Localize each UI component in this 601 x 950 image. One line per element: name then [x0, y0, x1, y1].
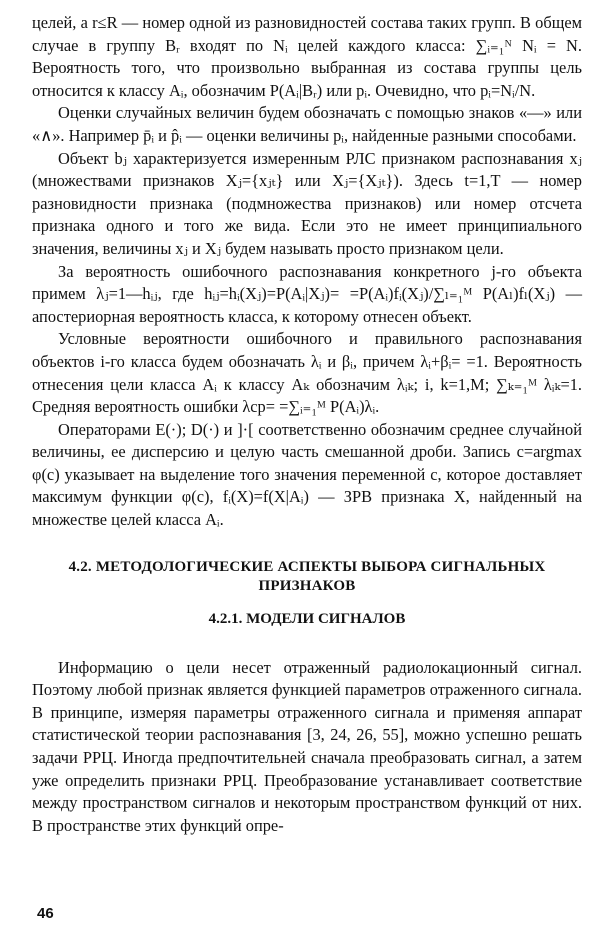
- section-title: 4.2. МЕТОДОЛОГИЧЕСКИЕ АСПЕКТЫ ВЫБОРА СИГНАЛЬНЫХ ПРИЗНАКОВ: [68, 558, 546, 594]
- paragraph-3: Объект bⱼ характеризуется измеренным РЛС признаком распознавания xⱼ (множествами признаков Xⱼ={xⱼₜ} или Xⱼ={Xⱼₜ}). Здесь t=1,T — номер разновидности признака (подмножества признаков) или номер отсчета признака одного и того же вида. Если это не имеет принципиального значения, величины xⱼ и Xⱼ будем называть просто признаком цели.: [32, 148, 582, 258]
- subsection-title: 4.2.1. МОДЕЛИ СИГНАЛОВ: [208, 610, 406, 627]
- page-number: 46: [37, 905, 54, 922]
- paragraph-5: Условные вероятности ошибочного и правильного распознавания объектов i-го класса будем обозначать λᵢ и βᵢ, причем λᵢ+βᵢ= =1. Вероятность отнесения цели класса Aᵢ к классу Aₖ обозначим λᵢₖ; i, k=1,M; ∑ₖ₌₁ᴹ λᵢₖ=1. Средняя вероятность ошибки λср= =∑ᵢ₌₁ᴹ P(Aᵢ)λᵢ.: [32, 329, 582, 417]
- text-block-top: [32, 12, 582, 532]
- paragraph-6: Операторами E(·); D(·) и ]·[ соответственно обозначим среднее случайной величины, ее дисперсию и целую часть смешанной дроби. Запись c=argmax φ(c) указывает на выделение того значения переменной c, которое доставляет максимум функции φ(c), fᵢ(X)=f(X|Aᵢ) — ЗРВ признака X, найденный на множестве целей класса Aᵢ.: [32, 419, 582, 530]
- paragraph-7: Информацию о цели несет отраженный радиолокационный сигнал. Поэтому любой признак является функцией параметров отраженного сигнала. В принципе, измеряя параметры отраженного сигнала и применяя аппарат статистической теории распознавания [3, 24, 26, 55], можно успешно решать задачи РРЦ. Иногда предпочтительней сначала преобразовать сигнал, а затем уже определить признаки РРЦ. Преобразование устанавливает соответствие между пространством сигналов и некоторым пространством функций от них. В пространстве этих функций опре-: [32, 657, 582, 835]
- paragraph-4: За вероятность ошибочного распознавания конкретного j-го объекта примем λⱼ=1—hᵢⱼ, где hᵢⱼ=hᵢ(Xⱼ)=P(Aᵢ|Xⱼ)= =P(Aᵢ)fᵢ(Xⱼ)/∑ₗ₌₁ᴹ P(Aₗ)fₗ(Xⱼ) — апостериорная вероятность класса, к которому отнесен объект.: [32, 261, 582, 326]
- paragraph-1: целей, а r≤R — номер одной из разновидностей состава таких групп. В общем случае в группу Bᵣ входят по Nᵢ целей каждого класса: ∑ᵢ₌₁ᴺ Nᵢ = N. Вероятность того, что произвольно выбранная из состава группы цель относится к классу Aᵢ, обозначим P(Aᵢ|Bᵣ) или pᵢ. Очевидно, что pᵢ=Nᵢ/N.: [32, 13, 582, 100]
- text-block-bottom: [32, 657, 582, 838]
- paragraph-2: Оценки случайных величин будем обозначать с помощью знаков «—» или «∧». Например p̄ᵢ и p̂ᵢ — оценки величины pᵢ, найденные разными способами.: [32, 103, 582, 145]
- page-body: [32, 12, 582, 837]
